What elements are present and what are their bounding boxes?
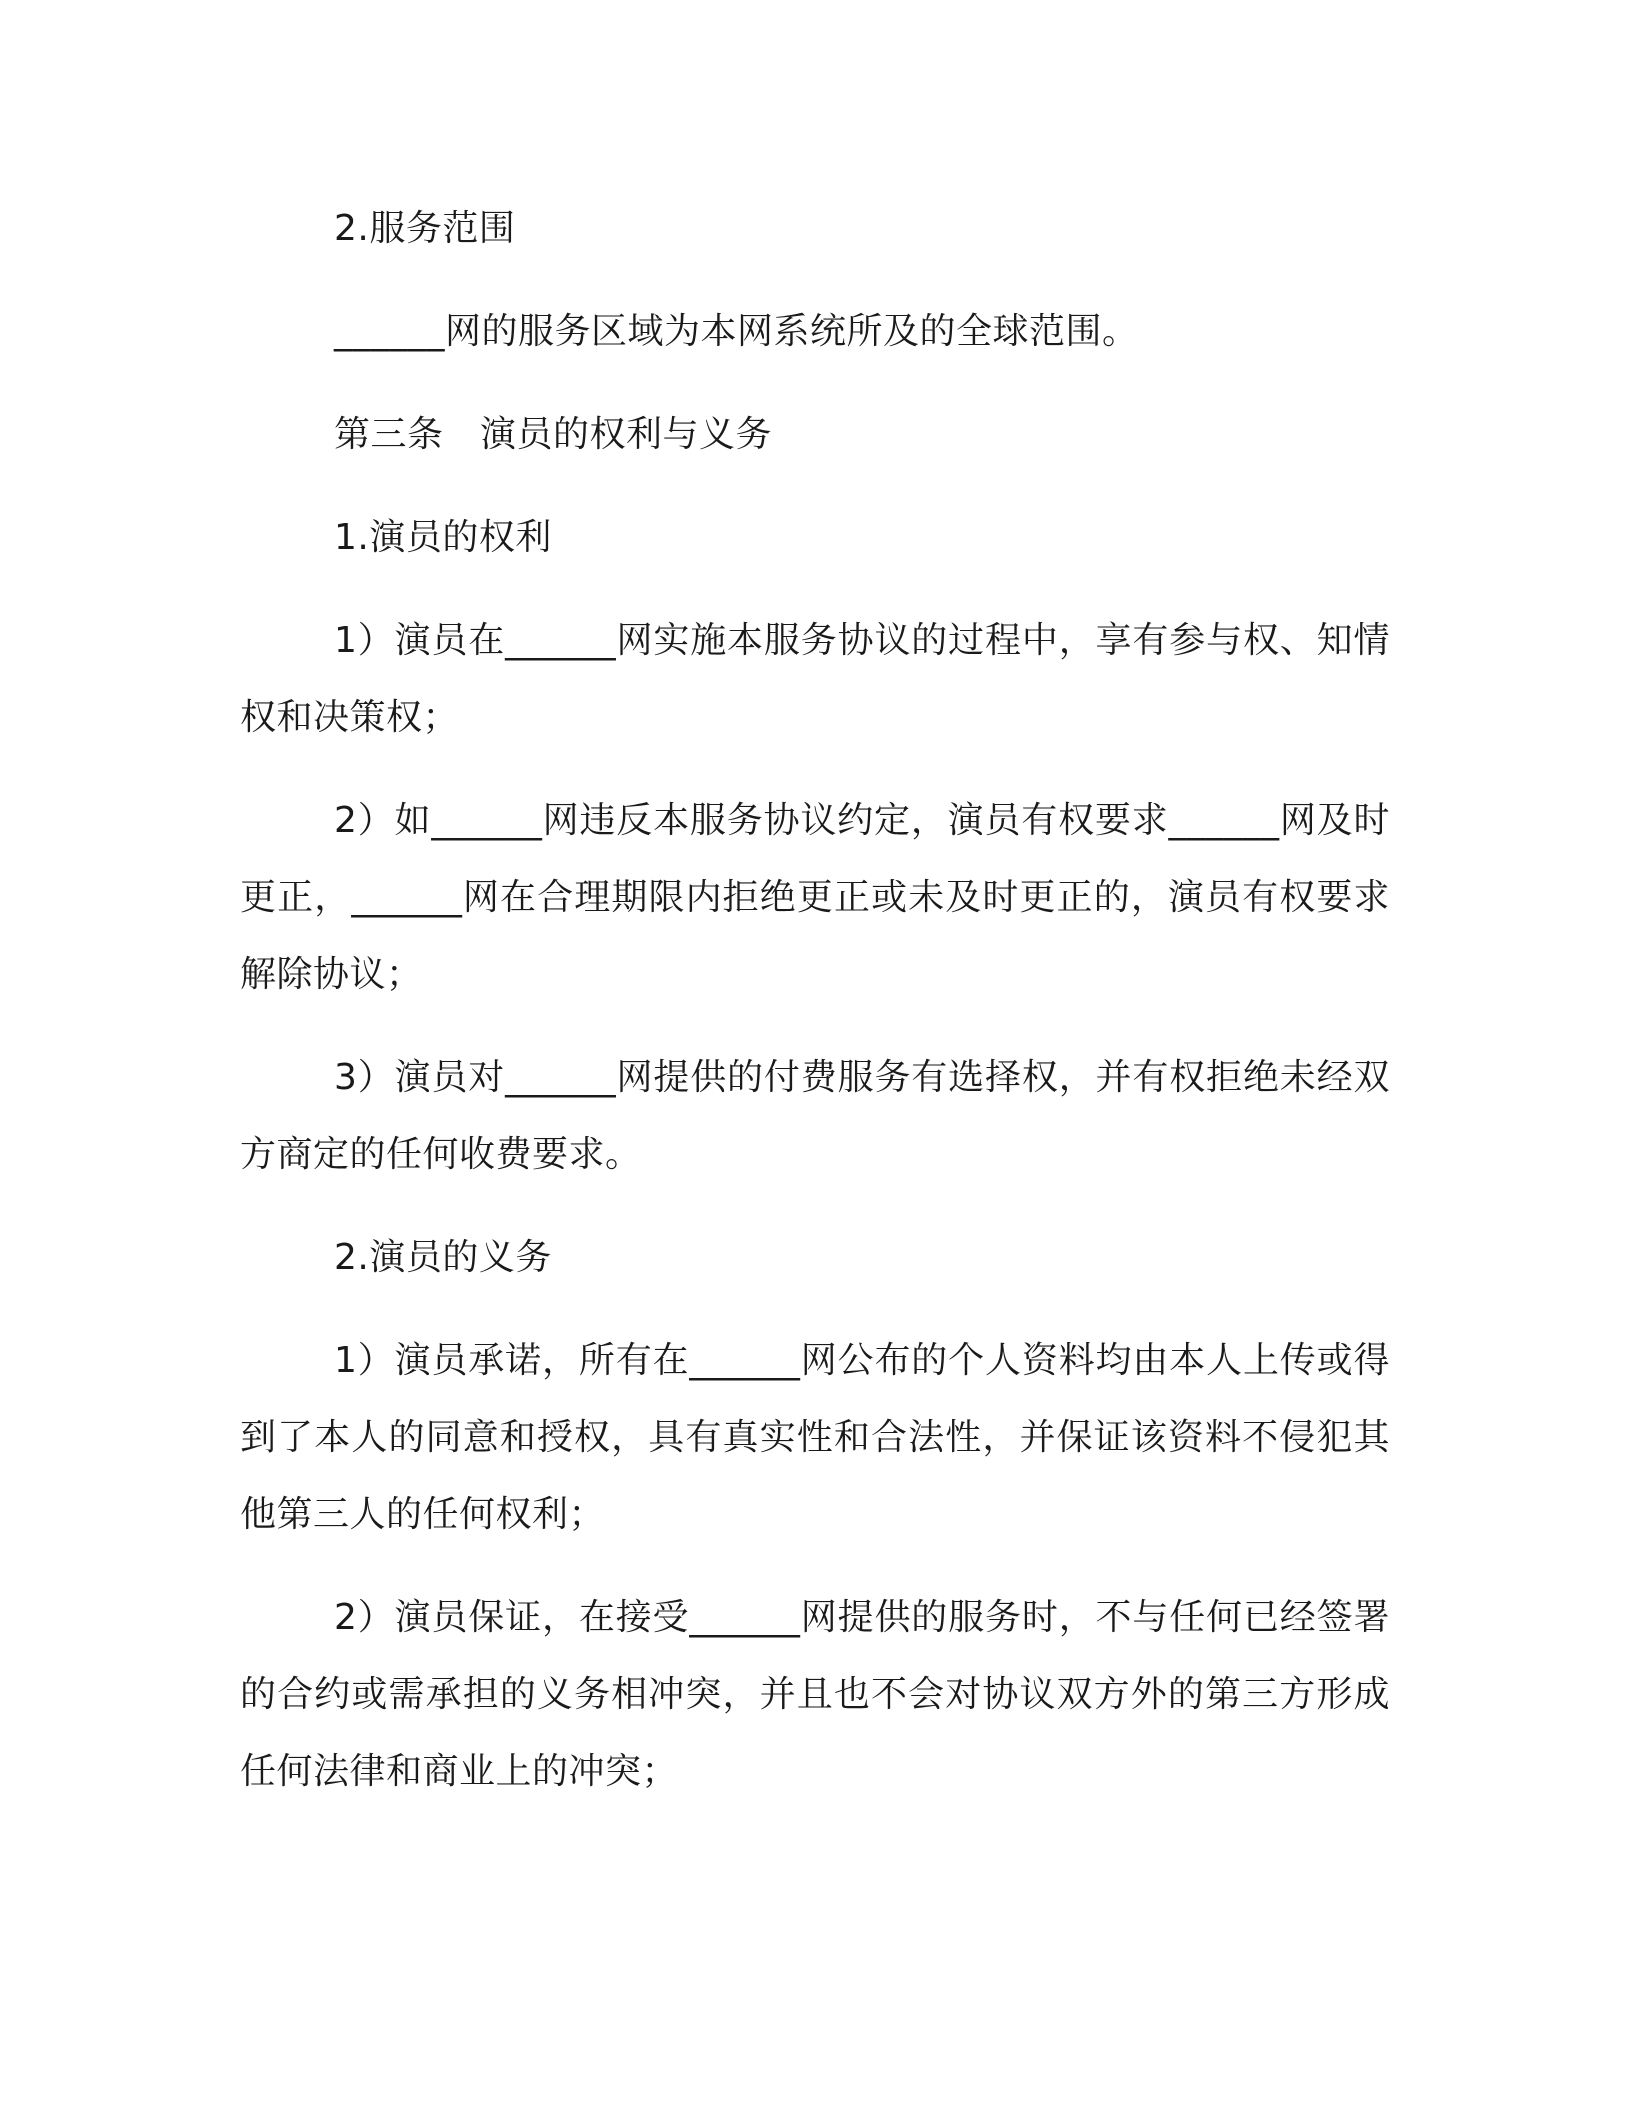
article-three-title: 第三条 演员的权利与义务 <box>334 414 773 455</box>
paragraph-obligation-2: 2）演员保证，在接受______网提供的服务时，不与任何已经签署的合约或需承担的义务相冲突，并且也不会对协议双方外的第三方形成任何法律和商业上的冲突； <box>240 1597 1390 1792</box>
paragraph-right-3: 3）演员对______网提供的付费服务有选择权，并有权拒绝未经双方商定的任何收费要求。 <box>240 1057 1390 1175</box>
section-heading-actor-obligations: 2.演员的义务 <box>334 1237 552 1278</box>
paragraph-obligation-1: 1）演员承诺，所有在______网公布的个人资料均由本人上传或得到了本人的同意和授权，具有真实性和合法性，并保证该资料不侵犯其他第三人的任何权利； <box>240 1340 1390 1535</box>
paragraph-right-2: 2）如______网违反本服务协议约定，演员有权要求______网及时更正，______网在合理期限内拒绝更正或未及时更正的，演员有权要求解除协议； <box>240 800 1390 995</box>
paragraph-service-area: ______网的服务区域为本网系统所及的全球范围。 <box>334 311 1139 352</box>
section-heading-actor-rights: 1.演员的权利 <box>334 517 552 558</box>
paragraph-right-1: 1）演员在______网实施本服务协议的过程中，享有参与权、知情权和决策权； <box>240 620 1390 738</box>
section-heading-service-scope: 2.服务范围 <box>334 208 516 249</box>
document-page <box>240 190 1390 1836</box>
